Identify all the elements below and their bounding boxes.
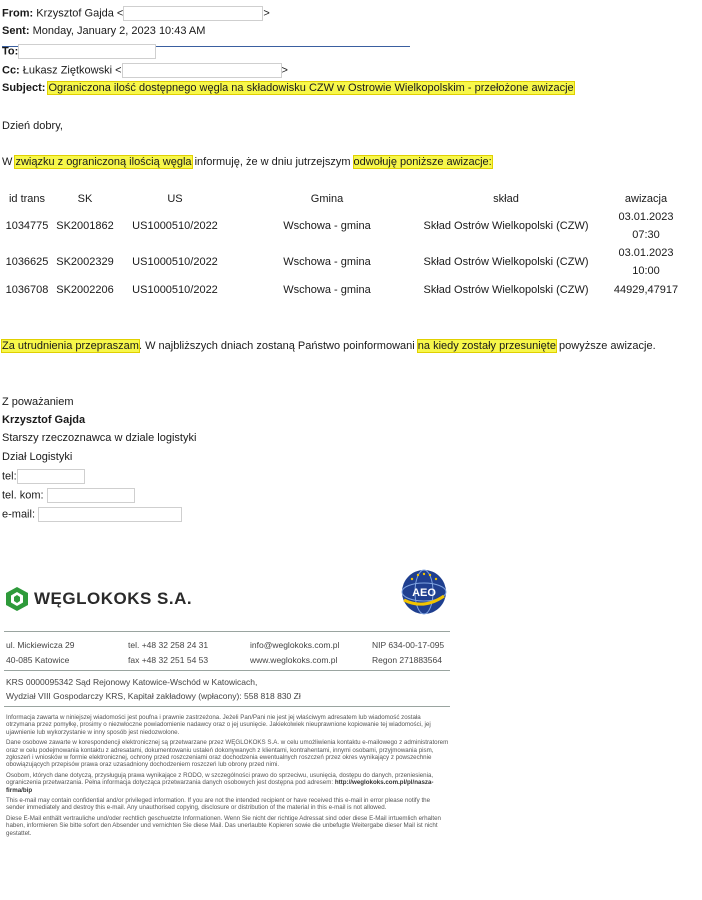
p1-highlight-1: związku z ograniczoną ilością węgla [15, 156, 192, 168]
cell-id: 1036625 [5, 256, 49, 268]
table-row [0, 244, 700, 280]
footer-fax: fax +48 32 251 54 53 [128, 655, 209, 665]
p1-highlight-2: odwołuję poniższe awizacje: [353, 156, 492, 168]
p2-text-b: powyższe awizacje. [555, 340, 656, 352]
sent-line [2, 25, 205, 37]
cell-us: US1000510/2022 [132, 256, 218, 268]
cc-line [2, 63, 288, 78]
header-id: id trans [8, 193, 46, 205]
table-row [0, 208, 700, 244]
greeting: Dzień dobry, [2, 120, 63, 132]
redacted-telkom [47, 488, 135, 503]
header-sklad: skład [493, 193, 519, 205]
signer-dept: Dział Logistyki [2, 451, 73, 463]
subject-value: Ograniczona ilość dostępnego węgla na składowisku CZW w Ostrowie Wielkopolskim - przełożone awizacje [48, 82, 574, 94]
cell-sk: SK2002206 [56, 284, 114, 296]
cell-gmina: Wschowa - gmina [283, 220, 371, 232]
footer-nip: NIP 634-00-17-095 [372, 640, 445, 650]
cell-gmina: Wschowa - gmina [283, 256, 371, 268]
cell-awizacja [592, 244, 700, 280]
aeo-badge [398, 566, 450, 621]
aeo-text: AEO [412, 587, 436, 599]
paragraph-1 [2, 156, 492, 168]
cell-us: US1000510/2022 [132, 284, 218, 296]
cell-sk: SK2001862 [56, 220, 114, 232]
to-label: To: [2, 45, 19, 58]
awizacja-time: 10:00 [632, 265, 660, 277]
table-row [0, 280, 700, 300]
redacted-cc [122, 63, 282, 78]
paragraph-2 [2, 340, 656, 352]
bip-link[interactable]: http://weglokoks.com.pl/pl/nasza-firma/bip [6, 779, 434, 794]
footer-krs-1: KRS 0000095342 Sąd Rejonowy Katowice-Wschód w Katowicach, [6, 677, 258, 687]
awizacje-table [0, 190, 700, 300]
footer-street: ul. Mickiewicza 29 [6, 640, 75, 650]
p1-text-b: informuję, że w dniu jutrzejszym [191, 156, 354, 168]
cell-us: US1000510/2022 [132, 220, 218, 232]
telkom-line [2, 488, 135, 503]
awizacja-time: 07:30 [632, 229, 660, 241]
legal-rodo-2 [6, 772, 450, 794]
from-label: From: [2, 7, 34, 20]
subject-label: Subject: [2, 82, 46, 94]
footer-krs-2: Wydział VIII Gospodarczy KRS, Kapitał zakładowy (wpłacony): 558 818 830 Zł [6, 691, 301, 701]
redacted-email [123, 6, 263, 21]
legal-disclaimer [6, 714, 450, 840]
p2-text-a: . W najbliższych dniach zostaną Państwo poinformowani [138, 340, 418, 352]
legal-en: This e-mail may contain confidential and/or privileged information. If you are not the intended recipient or have received this e-mail in error please notify the sender immediately and destroy this e-mail. Any unauthorised copying, disclosure or distribution of the material in this e-mail is not allowed. [6, 797, 431, 812]
from-value: Krzysztof Gajda < [36, 7, 124, 20]
legal-pl: Informacja zawarta w niniejszej wiadomości jest poufna i prawnie zastrzeżona. Jeżeli Pan/Pani nie jest jej właściwym adresatem lub wiadomość została otrzymana przez pomyłkę, prosimy o niezwłoczne powiadomienie nadawcy oraz o jej usunięcie. Jakiekolwiek nieuprawnione kopiowanie tej wiadomości, jej ujawnienie lub wykorzystanie w inny sposób jest niedozwolone. [6, 714, 431, 736]
footer-city: 40-085 Katowice [6, 655, 70, 665]
aeo-globe-icon [398, 566, 450, 618]
legal-rodo: Dane osobowe zawarte w korespondencji elektronicznej są przetwarzane przez WĘGLOKOKS S.A. w celu umożliwienia kontaktu e-mailowego z administratorem oraz w celu podejmowania kontaktu z adresatami, dokumentowaniu ustaleń dokonywanych z klientami, kontrahentami, innymi osobami, przyjmowania pism, zgłoszeń i wniosków w formie elektronicznej, ochrony przed roszczeniami oraz dochodzenia ewentualnych roszczeń przez okres wynikający z powszechnie obowiązujących przepisów prawa oraz uzasadniony dochodzeniem roszczeń lub obrony przed nimi. [6, 739, 449, 769]
redacted-tel [17, 469, 85, 484]
from-end: > [263, 7, 270, 20]
cell-sklad: Skład Ostrów Wielkopolski (CZW) [423, 256, 589, 268]
closing: Z poważaniem [2, 396, 74, 408]
footer-web-link[interactable]: www.weglokoks.com.pl [250, 655, 338, 665]
sent-label: Sent: [2, 25, 30, 37]
p1-text-a: W [2, 156, 16, 168]
subject-line [2, 82, 574, 94]
header-sk: SK [77, 193, 93, 205]
header-gmina: Gmina [310, 193, 344, 205]
to-line [2, 44, 156, 59]
footer-mail-link[interactable]: info@weglokoks.com.pl [250, 640, 340, 650]
tel-line [2, 469, 85, 484]
header-us: US [167, 193, 183, 205]
p2-highlight-1: Za utrudnienia przepraszam [2, 340, 139, 352]
cell-id: 1034775 [5, 220, 49, 232]
header-awizacja: awizacja [624, 193, 668, 205]
cell-sk: SK2002329 [56, 256, 114, 268]
cc-end: > [281, 64, 288, 77]
p2-highlight-2: na kiedy zostały przesunięte [417, 340, 556, 352]
cell-awizacja: 44929,47917 [613, 284, 679, 296]
redacted-to [18, 44, 156, 59]
telkom-label: tel. kom: [2, 489, 44, 502]
sent-value: Monday, January 2, 2023 10:43 AM [32, 25, 206, 37]
cc-value: Łukasz Ziętkowski < [22, 64, 122, 77]
redacted-email-sig [38, 507, 182, 522]
legal-de: Diese E-Mail enthält vertrauliche und/oder rechtlich geschuetzte Informationen. Wenn Sie nicht der richtige Adressat sind oder diese E-Mail irrtuemlich erhalten haben, informieren Sie bitte sofort den Absender und vernichten Sie diese Mail. Das unerlaubte Kopieren sowie die unbefugte Weitergabe dieser Mail ist nicht gestattet. [6, 814, 441, 837]
company-name: WĘGLOKOKS S.A. [34, 589, 193, 608]
email-label: e-mail: [2, 508, 36, 521]
cell-gmina: Wschowa - gmina [283, 284, 371, 296]
awizacja-date: 03.01.2023 [618, 247, 674, 259]
from-line [2, 6, 270, 21]
email-line [2, 507, 182, 522]
awizacja-date: 03.01.2023 [618, 211, 674, 223]
cell-awizacja [592, 208, 700, 244]
company-logo [4, 586, 192, 612]
cell-id: 1036708 [5, 284, 49, 296]
cell-sklad: Skład Ostrów Wielkopolski (CZW) [423, 220, 589, 232]
tel-label: tel: [2, 470, 17, 483]
footer-divider-1 [4, 631, 450, 632]
table-header-row [0, 190, 700, 208]
footer-divider-3 [4, 706, 450, 707]
weglokoks-logo-icon [4, 586, 30, 612]
footer-tel: tel. +48 32 258 24 31 [128, 640, 209, 650]
cc-label: Cc: [2, 64, 20, 77]
footer-regon: Regon 271883564 [372, 655, 442, 665]
signer-title: Starszy rzeczoznawca w dziale logistyki [2, 432, 197, 444]
legal-rodo-text: Osobom, których dane dotyczą, przysługują prawa wynikające z RODO, w szczególności prawo do sprzeciwu, usunięcia, dostępu do danych, przeniesienia, ograniczenia przetwarzania. Pełna informacja dotycząca przetwarzania danych osobowych jest dostępna pod adresem: [6, 771, 434, 787]
footer-divider-2 [4, 670, 450, 671]
cell-sklad: Skład Ostrów Wielkopolski (CZW) [423, 284, 589, 296]
signer-name: Krzysztof Gajda [2, 414, 86, 426]
